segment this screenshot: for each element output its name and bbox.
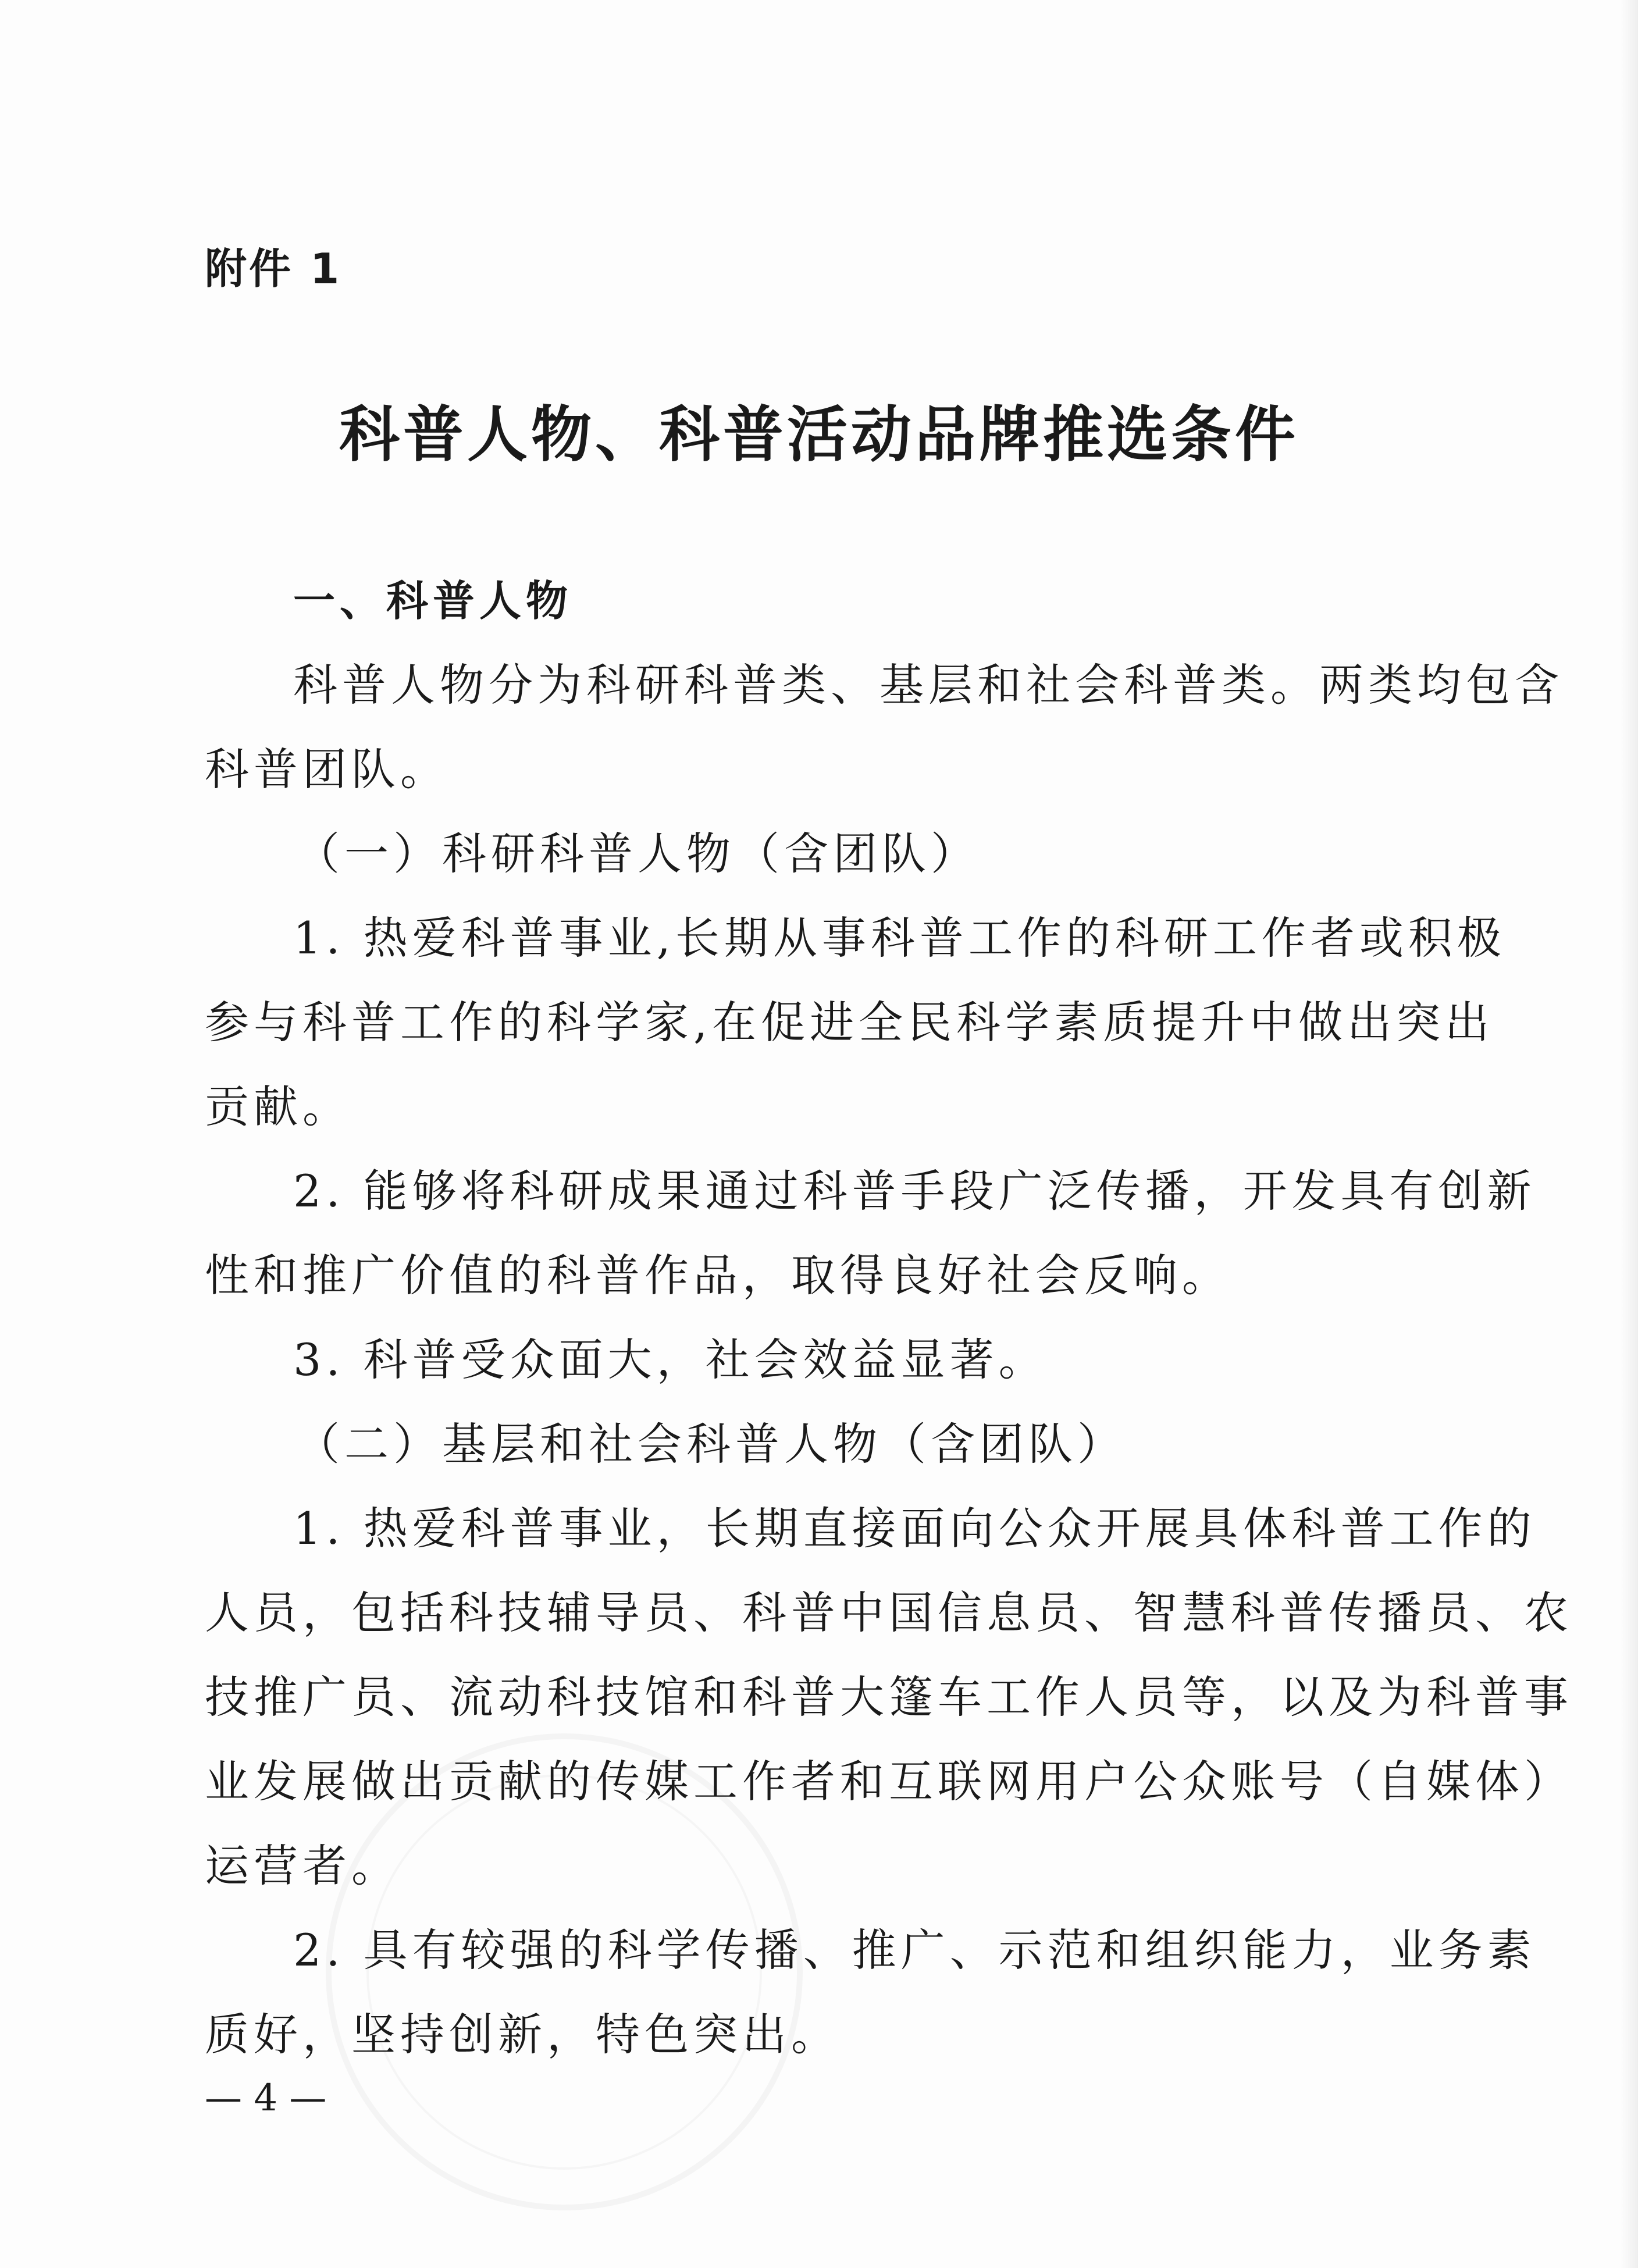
paragraph-line: 技推广员、流动科技馆和科普大篷车工作人员等，以及为科普事 <box>205 1671 1573 1723</box>
section-heading: 一、科普人物 <box>293 576 573 625</box>
attachment-label: 附件 1 <box>205 244 342 293</box>
paragraph-line: 运营者。 <box>205 1840 400 1892</box>
paragraph-line: 2. 能够将科研成果通过科普手段广泛传播，开发具有创新 <box>293 1165 1536 1217</box>
subsection-heading: （一）科研科普人物（含团队） <box>295 828 980 880</box>
paragraph-line: 质好，坚持创新，特色突出。 <box>205 2009 840 2060</box>
paragraph-line: 1. 热爱科普事业，长期直接面向公众开展具体科普工作的 <box>293 1502 1536 1554</box>
paragraph-line: 参与科普工作的科学家,在促进全民科学素质提升中做出突出 <box>205 996 1494 1048</box>
page-edge-shadow <box>1621 0 1638 2268</box>
document-title: 科普人物、科普活动品牌推选条件 <box>339 399 1299 470</box>
paragraph-line: 业发展做出贡献的传媒工作者和互联网用户公众账号（自媒体） <box>205 1756 1573 1807</box>
paragraph-line: 人员，包括科技辅导员、科普中国信息员、智慧科普传播员、农 <box>205 1587 1573 1639</box>
page-number: — 4 — <box>205 2077 327 2120</box>
paragraph-line: 3. 科普受众面大，社会效益显著。 <box>293 1334 1048 1386</box>
paragraph-line: 科普人物分为科研科普类、基层和社会科普类。两类均包含 <box>293 659 1564 711</box>
paragraph-line: 1. 热爱科普事业,长期从事科普工作的科研工作者或积极 <box>293 912 1506 964</box>
paragraph-line: 科普团队。 <box>205 743 449 795</box>
paragraph-line: 2. 具有较强的科学传播、推广、示范和组织能力，业务素 <box>293 1924 1536 1976</box>
subsection-heading: （二）基层和社会科普人物（含团队） <box>295 1418 1126 1470</box>
paragraph-line: 贡献。 <box>205 1081 351 1133</box>
paragraph-line: 性和推广价值的科普作品，取得良好社会反响。 <box>205 1249 1231 1301</box>
